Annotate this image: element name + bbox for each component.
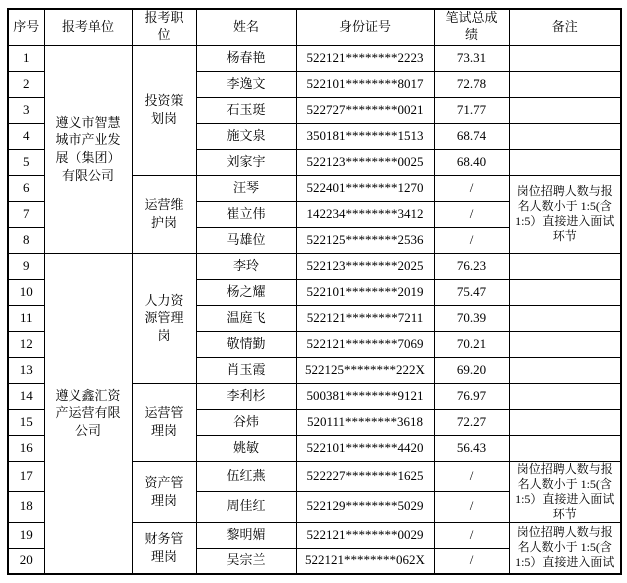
exam-results-table: [7, 8, 622, 575]
seq-cell: 13: [8, 357, 44, 383]
id-cell: 522101********8017: [296, 71, 434, 97]
position-cell: 资产管理岗: [132, 461, 196, 522]
id-cell: 522727********0021: [296, 97, 434, 123]
id-cell: 522101********4420: [296, 435, 434, 461]
id-cell: 522123********2025: [296, 253, 434, 279]
name-cell: 李玲: [196, 253, 296, 279]
score-cell: 71.77: [434, 97, 509, 123]
score-cell: 69.20: [434, 357, 509, 383]
seq-cell: 14: [8, 383, 44, 409]
name-cell: 伍红燕: [196, 461, 296, 492]
seq-cell: 5: [8, 149, 44, 175]
name-cell: 石玉珽: [196, 97, 296, 123]
id-cell: 522121********062X: [296, 548, 434, 574]
position-cell: 运营管理岗: [132, 383, 196, 461]
remark-cell: [509, 383, 621, 409]
score-cell: /: [434, 492, 509, 523]
remark-cell: [509, 305, 621, 331]
unit-cell: 遵义市智慧城市产业发展（集团）有限公司: [44, 45, 132, 253]
seq-cell: 9: [8, 253, 44, 279]
name-cell: 杨之耀: [196, 279, 296, 305]
seq-cell: 19: [8, 522, 44, 548]
id-cell: 522123********0025: [296, 149, 434, 175]
remark-cell: [509, 357, 621, 383]
remark-cell: [509, 279, 621, 305]
name-cell: 汪琴: [196, 175, 296, 201]
position-cell: 运营维护岗: [132, 175, 196, 253]
score-cell: /: [434, 201, 509, 227]
id-cell: 500381********9121: [296, 383, 434, 409]
remark-cell: 岗位招聘人数与报名人数小于 1:5(含 1:5）直接进入面试环节: [509, 461, 621, 522]
id-cell: 522401********1270: [296, 175, 434, 201]
header-unit: 报考单位: [44, 9, 132, 45]
id-cell: 522121********7069: [296, 331, 434, 357]
remark-cell: [509, 331, 621, 357]
seq-cell: 15: [8, 409, 44, 435]
seq-cell: 1: [8, 45, 44, 71]
score-cell: 72.78: [434, 71, 509, 97]
score-cell: 76.97: [434, 383, 509, 409]
score-cell: 72.27: [434, 409, 509, 435]
seq-cell: 20: [8, 548, 44, 574]
score-cell: 68.74: [434, 123, 509, 149]
name-cell: 崔立伟: [196, 201, 296, 227]
score-cell: /: [434, 522, 509, 548]
name-cell: 黎明媚: [196, 522, 296, 548]
id-cell: 522101********2019: [296, 279, 434, 305]
name-cell: 谷炜: [196, 409, 296, 435]
header-row: [8, 9, 621, 45]
id-cell: 350181********1513: [296, 123, 434, 149]
id-cell: 522125********2536: [296, 227, 434, 253]
id-cell: 522121********7211: [296, 305, 434, 331]
score-cell: 75.47: [434, 279, 509, 305]
header-position: 报考职位: [132, 9, 196, 45]
seq-cell: 11: [8, 305, 44, 331]
remark-cell: 岗位招聘人数与报名人数小于 1:5(含 1:5）直接进入面试: [509, 522, 621, 574]
unit-cell: 遵义鑫汇资产运营有限公司: [44, 253, 132, 574]
remark-cell: [509, 409, 621, 435]
score-cell: 68.40: [434, 149, 509, 175]
remark-cell: [509, 123, 621, 149]
name-cell: 杨春艳: [196, 45, 296, 71]
header-name: 姓名: [196, 9, 296, 45]
header-score: 笔试总成绩: [434, 9, 509, 45]
name-cell: 敬情勤: [196, 331, 296, 357]
header-id-number: 身份证号: [296, 9, 434, 45]
header-remark: 备注: [509, 9, 621, 45]
id-cell: 522125********222X: [296, 357, 434, 383]
seq-cell: 16: [8, 435, 44, 461]
seq-cell: 8: [8, 227, 44, 253]
seq-cell: 12: [8, 331, 44, 357]
name-cell: 李利杉: [196, 383, 296, 409]
seq-cell: 6: [8, 175, 44, 201]
remark-cell: 岗位招聘人数与报名人数小于 1:5(含 1:5）直接进入面试环节: [509, 175, 621, 253]
seq-cell: 2: [8, 71, 44, 97]
name-cell: 吴宗兰: [196, 548, 296, 574]
remark-cell: [509, 149, 621, 175]
seq-cell: 3: [8, 97, 44, 123]
name-cell: 肖玉霞: [196, 357, 296, 383]
name-cell: 刘家宇: [196, 149, 296, 175]
seq-cell: 4: [8, 123, 44, 149]
remark-cell: [509, 97, 621, 123]
table-row: [8, 253, 621, 279]
table-row: [8, 45, 621, 71]
remark-cell: [509, 253, 621, 279]
id-cell: 522121********0029: [296, 522, 434, 548]
score-cell: /: [434, 175, 509, 201]
id-cell: 522129********5029: [296, 492, 434, 523]
remark-cell: [509, 45, 621, 71]
seq-cell: 10: [8, 279, 44, 305]
name-cell: 周佳红: [196, 492, 296, 523]
score-cell: 56.43: [434, 435, 509, 461]
score-cell: 73.31: [434, 45, 509, 71]
name-cell: 姚敏: [196, 435, 296, 461]
name-cell: 马雄位: [196, 227, 296, 253]
name-cell: 施文泉: [196, 123, 296, 149]
score-cell: /: [434, 461, 509, 492]
score-cell: /: [434, 227, 509, 253]
score-cell: 70.39: [434, 305, 509, 331]
seq-cell: 7: [8, 201, 44, 227]
id-cell: 522121********2223: [296, 45, 434, 71]
remark-cell: [509, 435, 621, 461]
id-cell: 520111********3618: [296, 409, 434, 435]
position-cell: 人力资源管理岗: [132, 253, 196, 383]
seq-cell: 17: [8, 461, 44, 492]
score-cell: 70.21: [434, 331, 509, 357]
remark-cell: [509, 71, 621, 97]
header-seq: 序号: [8, 9, 44, 45]
id-cell: 522227********1625: [296, 461, 434, 492]
score-cell: 76.23: [434, 253, 509, 279]
position-cell: 财务管理岗: [132, 522, 196, 574]
name-cell: 温庭飞: [196, 305, 296, 331]
id-cell: 142234********3412: [296, 201, 434, 227]
name-cell: 李逸文: [196, 71, 296, 97]
position-cell: 投资策划岗: [132, 45, 196, 175]
score-cell: /: [434, 548, 509, 574]
seq-cell: 18: [8, 492, 44, 523]
